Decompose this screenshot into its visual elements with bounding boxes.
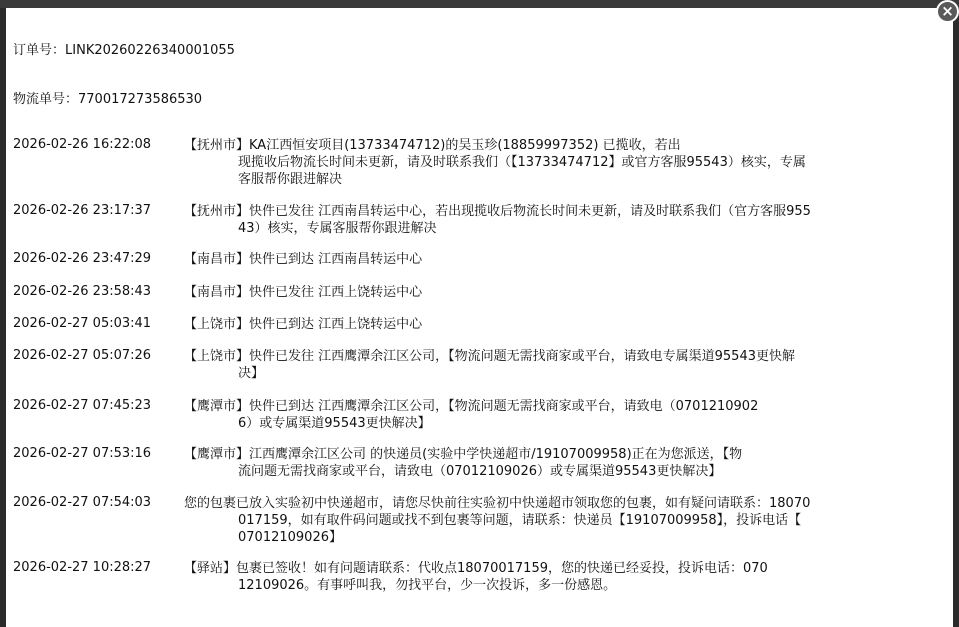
event-line: 【鹰潭市】江西鹰潭余江区公司 的快递员(实验中学快递超市/19107009958)正在为您派送，【物 [184,447,743,462]
event-line: 【抚州市】快件已发往 江西南昌转运中心，若出现揽收后物流长时间未更新，请及时联系我们（官方客服955 [184,204,811,219]
event-line: 【抚州市】KA江西恒安项目(13733474712)的吴玉珍(18859997352) 已揽收，若出 [184,138,681,153]
event-line: 现揽收后物流长时间未更新，请及时联系我们（【13733474712】或官方客服95543）核实，专属 [238,155,806,170]
event-description [184,251,950,268]
tracking-number-value: 770017273586530 [78,92,203,107]
event-line: 6）或专属渠道95543更快解决】 [238,416,431,431]
event-line: 【南昌市】快件已发往 江西上饶转运中心 [184,285,423,300]
event-line: 【上饶市】快件已到达 江西上饶转运中心 [184,317,423,332]
close-button[interactable] [936,0,959,23]
event-description [184,446,950,480]
event-description [184,495,950,546]
event-time: 2026-02-26 23:17:37 [13,203,152,218]
order-number [13,39,235,58]
event-line: 【上饶市】快件已发往 江西鹰潭余江区公司，【物流问题无需找商家或平台，请致电专属渠道95543更快解 [184,349,795,364]
event-line: 【鹰潭市】快件已到达 江西鹰潭余江区公司，【物流问题无需找商家或平台，请致电（0701210902 [184,399,759,414]
tracking-number [13,88,202,107]
logistics-detail-modal [6,8,953,627]
event-time: 2026-02-27 05:03:41 [13,316,152,331]
event-line: 决】 [238,366,265,381]
event-description [184,560,950,594]
event-time: 2026-02-26 23:47:29 [13,251,152,266]
event-time: 2026-02-26 16:22:08 [13,137,152,152]
event-time: 2026-02-27 07:53:16 [13,446,152,461]
event-line: 流问题无需找商家或平台，请致电（07012109026）或专属渠道95543更快解决】 [238,464,722,479]
event-description [184,348,950,382]
event-line: 43）核实，专属客服帮你跟进解决 [238,221,437,236]
event-time: 2026-02-27 07:54:03 [13,495,152,510]
event-time: 2026-02-27 05:07:26 [13,348,152,363]
page-backdrop [0,0,959,8]
close-icon: × [941,2,954,20]
event-line: 07012109026】 [238,530,342,545]
event-description [184,203,950,237]
event-line: 您的包裹已放入实验初中快递超市，请您尽快前往实验初中快递超市领取您的包裹，如有疑问请联系：18070 [184,496,811,511]
event-description [184,398,950,432]
event-line: 017159，如有取件码问题或找不到包裹等问题，请联系：快递员【19107009958】，投诉电话【 [238,513,802,528]
event-description [184,284,950,301]
event-time: 2026-02-27 10:28:27 [13,560,152,575]
order-number-value: LINK20260226340001055 [65,43,235,58]
event-line: 【南昌市】快件已到达 江西南昌转运中心 [184,252,423,267]
tracking-number-label: 物流单号： [13,92,79,107]
order-number-label: 订单号： [13,43,66,58]
event-time: 2026-02-27 07:45:23 [13,398,152,413]
event-description [184,137,950,188]
event-line: 12109026。有事呼叫我，勿找平台，少一次投诉，多一份感恩。 [238,578,617,593]
event-description [184,316,950,333]
event-line: 【驿站】包裹已签收！如有问题请联系：代收点18070017159，您的快递已经妥投，投诉电话：070 [184,561,768,576]
event-time: 2026-02-26 23:58:43 [13,284,152,299]
event-line: 客服帮你跟进解决 [238,172,343,187]
